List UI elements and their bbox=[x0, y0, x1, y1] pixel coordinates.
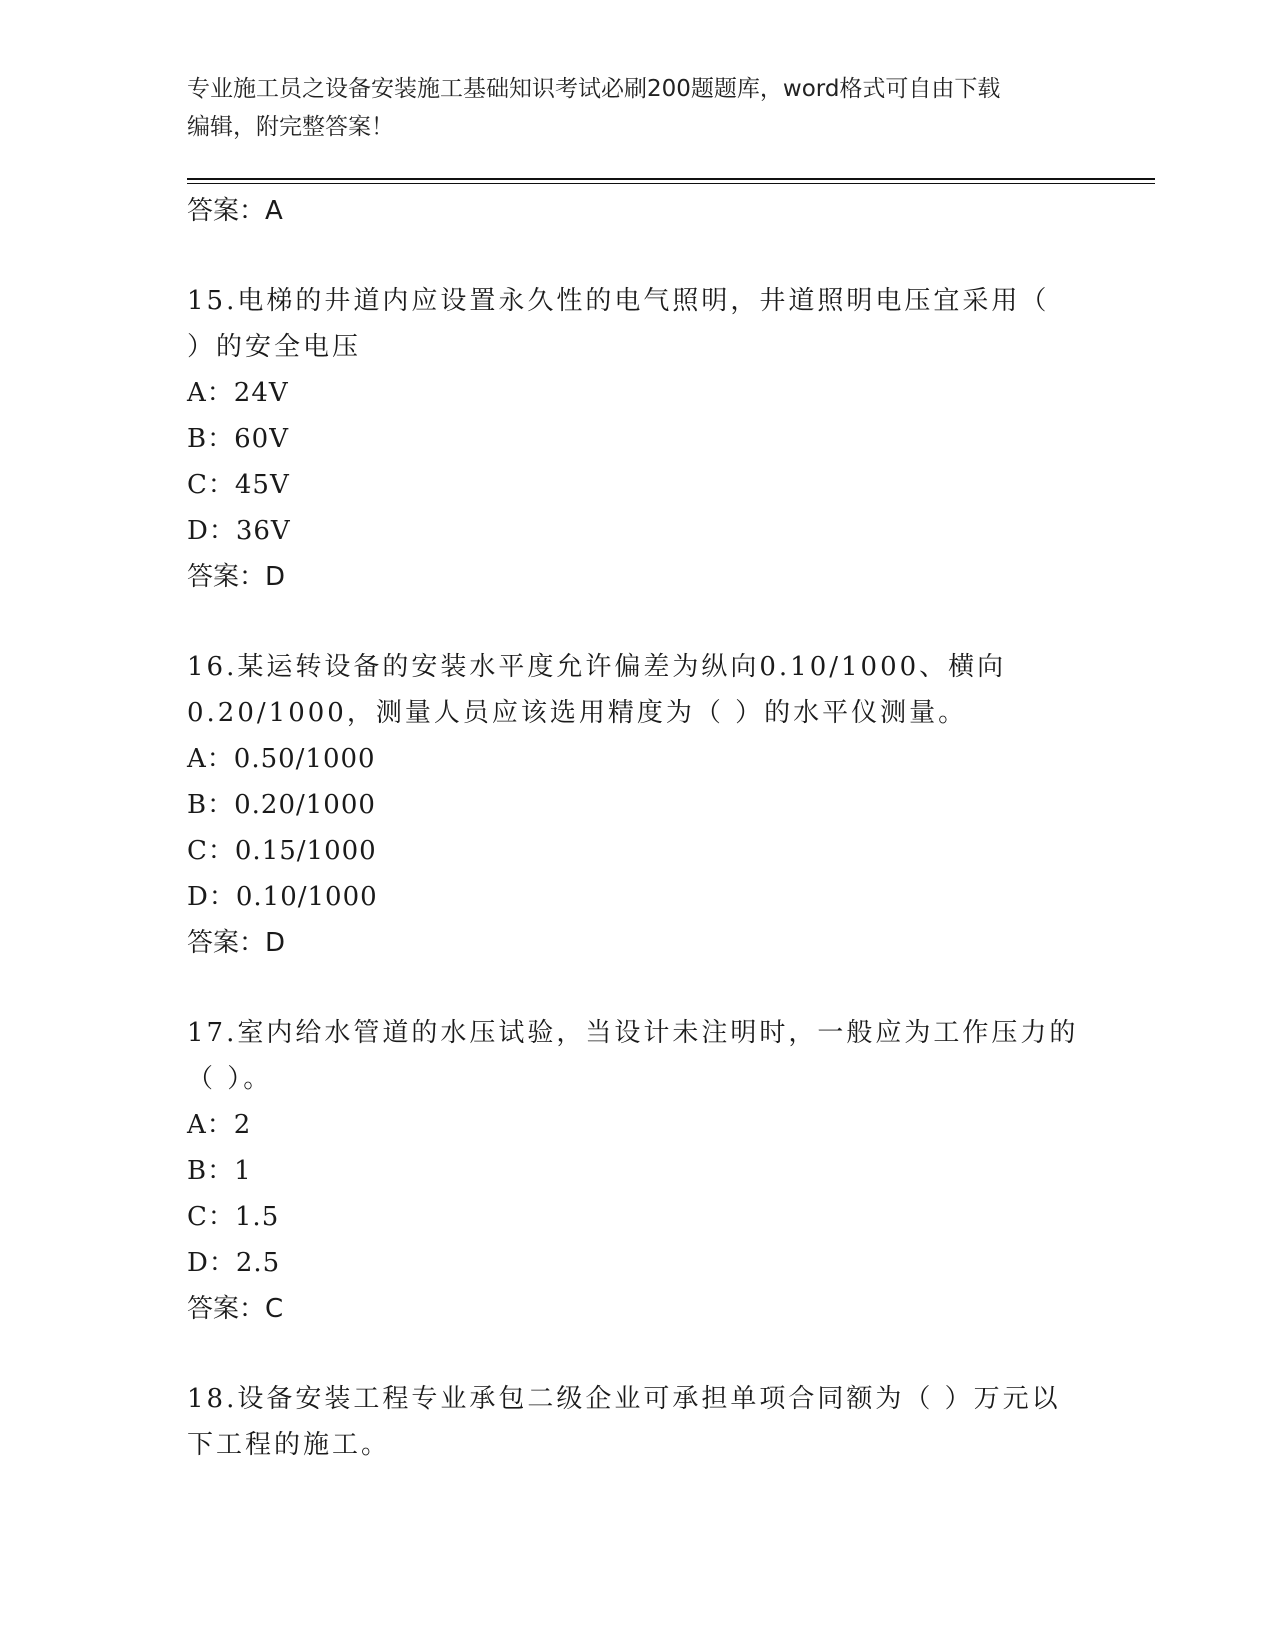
header-line-1: 专业施工员之设备安装施工基础知识考试必刷200题题库，word格式可自由下载 bbox=[187, 76, 1001, 102]
stem-line: ）的安全电压 bbox=[187, 332, 362, 362]
option-a: A：24V bbox=[187, 378, 289, 408]
option-a: A：2 bbox=[187, 1110, 252, 1140]
option-c: C：0.15/1000 bbox=[187, 836, 377, 866]
question-15 bbox=[187, 278, 1087, 600]
option-b: B：60V bbox=[187, 424, 289, 454]
answer: 答案：D bbox=[187, 562, 286, 592]
question-18 bbox=[187, 1376, 1087, 1468]
answer: 答案：C bbox=[187, 1294, 284, 1324]
option-a: A：0.50/1000 bbox=[187, 744, 376, 774]
header-line-2: 编辑，附完整答案！ bbox=[187, 114, 394, 140]
answer: 答案：D bbox=[187, 928, 286, 958]
stem-line: 18.设备安装工程专业承包二级企业可承担单项合同额为（ ）万元以 bbox=[187, 1384, 1061, 1414]
stem-line: 0.20/1000，测量人员应该选用精度为（ ）的水平仪测量。 bbox=[187, 698, 968, 728]
previous-answer: 答案：A bbox=[187, 196, 283, 226]
stem-line: 15.电梯的井道内应设置永久性的电气照明，井道照明电压宜采用（ bbox=[187, 286, 1050, 316]
question-stem bbox=[187, 278, 1087, 370]
option-d: D：36V bbox=[187, 516, 291, 546]
question-stem bbox=[187, 1010, 1087, 1102]
option-c: C：45V bbox=[187, 470, 290, 500]
header-divider-thick bbox=[187, 178, 1155, 180]
stem-line: 下工程的施工。 bbox=[187, 1430, 391, 1460]
option-b: B：0.20/1000 bbox=[187, 790, 376, 820]
stem-line: 17.室内给水管道的水压试验，当设计未注明时，一般应为工作压力的 bbox=[187, 1018, 1079, 1048]
option-d: D：0.10/1000 bbox=[187, 882, 378, 912]
question-stem bbox=[187, 1376, 1087, 1468]
option-d: D：2.5 bbox=[187, 1248, 281, 1278]
stem-line: （ ）。 bbox=[187, 1064, 273, 1094]
option-c: C：1.5 bbox=[187, 1202, 280, 1232]
document-header bbox=[187, 70, 1087, 146]
question-17 bbox=[187, 1010, 1087, 1332]
question-stem bbox=[187, 644, 1087, 736]
question-16 bbox=[187, 644, 1087, 966]
option-b: B：1 bbox=[187, 1156, 252, 1186]
header-divider-thin bbox=[187, 183, 1155, 184]
question-list bbox=[187, 188, 1087, 1468]
stem-line: 16.某运转设备的安装水平度允许偏差为纵向0.10/1000、横向 bbox=[187, 652, 1007, 682]
